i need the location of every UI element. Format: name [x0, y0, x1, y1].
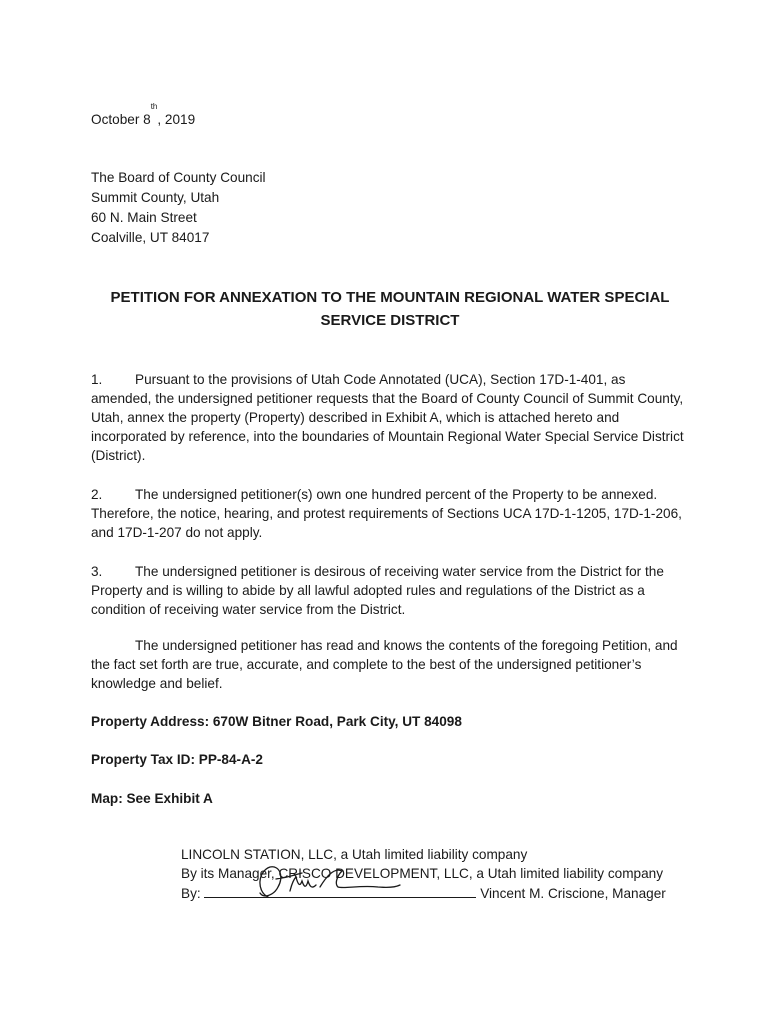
- property-address: Property Address: 670W Bitner Road, Park City, UT 84098: [91, 714, 462, 729]
- paragraph-text: Pursuant to the provisions of Utah Code Annotated (UCA), Section 17D-1-401, as amended, the undersigned petitioner requests that the Board of County Council of Summit County, Utah, annex the property (Property) described in Exhibit A, which is attached hereto and incorporated by reference, into the boundaries of Mountain Regional Water Special Service District (District).: [91, 372, 684, 463]
- paragraph-text: The undersigned petitioner has read and knows the contents of the foregoing Petition, and the fact set forth are true, accurate, and complete to the best of the undersigned petitioner’s knowledge and belief.: [91, 638, 678, 691]
- title-line-2: SERVICE DISTRICT: [320, 312, 460, 329]
- recipient-line: Coalville, UT 84017: [91, 230, 210, 245]
- signer-name: Vincent M. Criscione, Manager: [480, 886, 666, 901]
- date-superscript: th: [150, 102, 158, 111]
- date-text: October 8: [91, 112, 151, 127]
- paragraph-number: 3.: [91, 564, 103, 579]
- paragraph-4: [91, 636, 689, 693]
- date-year: , 2019: [157, 112, 196, 127]
- recipient-address: [91, 168, 691, 248]
- recipient-line: The Board of County Council: [91, 170, 266, 185]
- signature-manager-line: By its Manager, CRISCO DEVELOPMENT, LLC, a Utah limited liability company: [181, 866, 663, 881]
- property-map: Map: See Exhibit A: [91, 791, 213, 806]
- by-label: By:: [181, 886, 201, 901]
- paragraph-1: [91, 370, 689, 465]
- recipient-line: 60 N. Main Street: [91, 210, 197, 225]
- paragraph-2: [91, 485, 689, 542]
- paragraph-3: [91, 562, 689, 619]
- handwritten-signature: [250, 857, 410, 907]
- property-tax-id: Property Tax ID: PP-84-A-2: [91, 752, 263, 767]
- recipient-line: Summit County, Utah: [91, 190, 220, 205]
- paragraph-number: 2.: [91, 487, 103, 502]
- paragraph-text: The undersigned petitioner(s) own one hundred percent of the Property to be annexed. Therefore, the notice, hearing, and protest requirements of Sections UCA 17D-1-1205, 17D-1-206, and 17D-1-207 do not apply.: [91, 487, 682, 540]
- letter-date: [91, 102, 691, 129]
- signature-company-line: LINCOLN STATION, LLC, a Utah limited liability company: [181, 847, 528, 862]
- title-line-1: PETITION FOR ANNEXATION TO THE MOUNTAIN REGIONAL WATER SPECIAL: [110, 289, 670, 306]
- paragraph-text: The undersigned petitioner is desirous of receiving water service from the District for the Property and is willing to abide by all lawful adopted rules and regulations of the District as a condition of receiving water service from the District.: [91, 564, 664, 617]
- paragraph-number: 1.: [91, 372, 103, 387]
- petition-title: [60, 286, 720, 332]
